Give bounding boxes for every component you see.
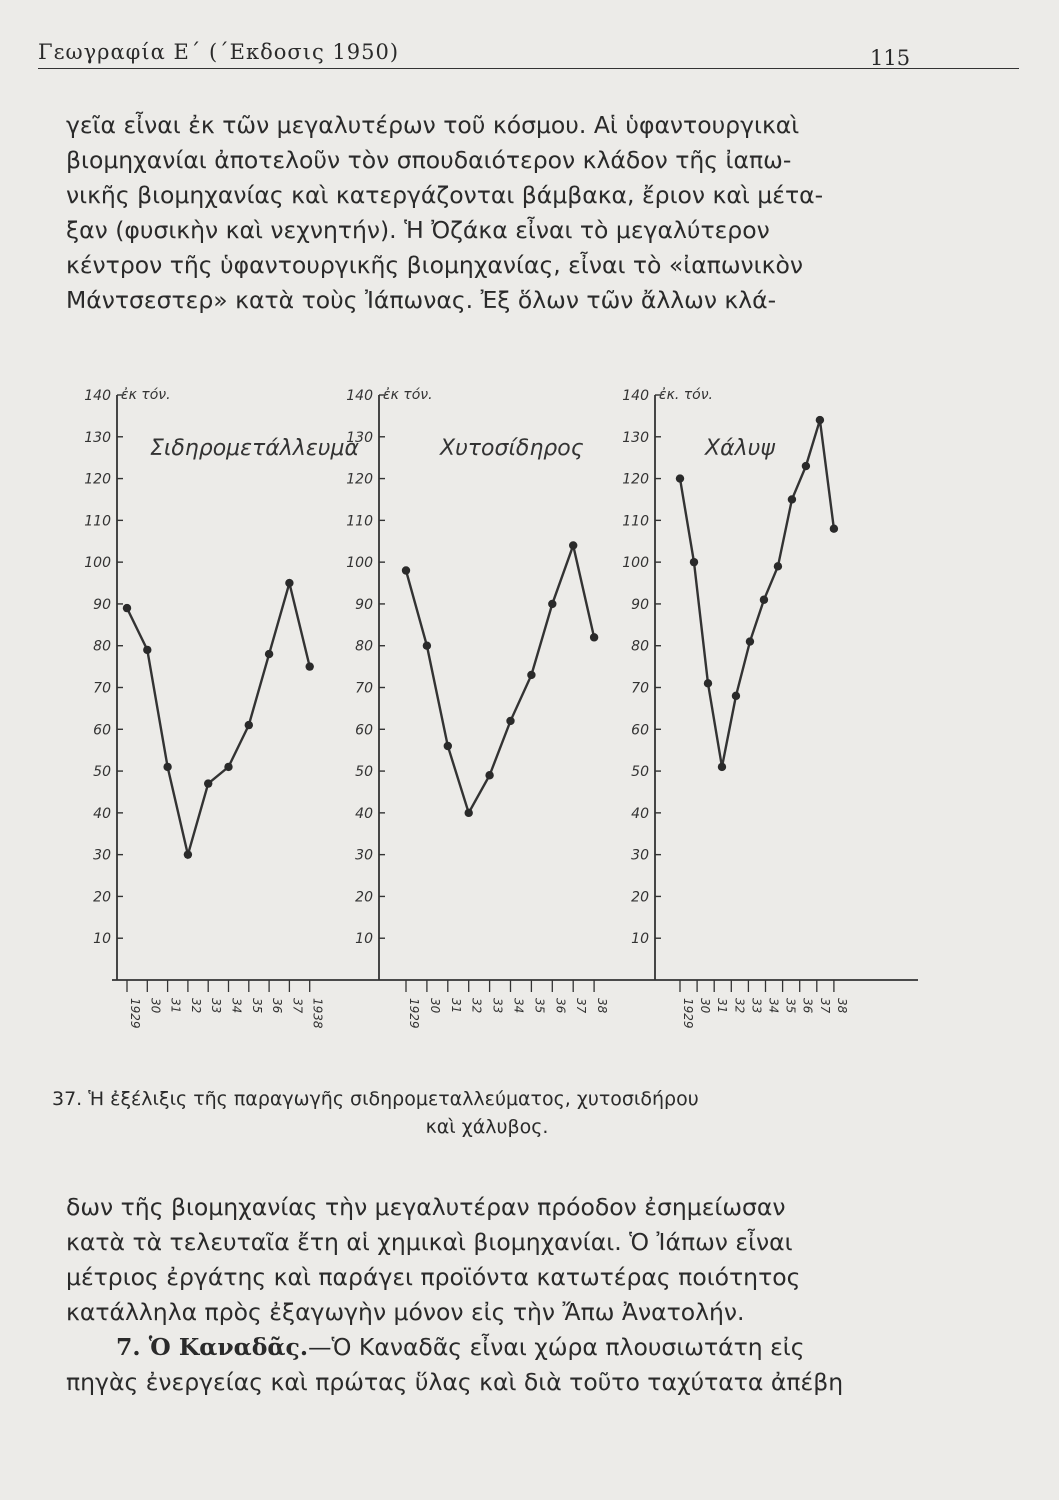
text-line: κέντρον τῆς ὑφαντουργικῆς βιομηχανίας, εἶναι τὸ «ἰαπωνικὸν	[66, 251, 803, 279]
text-line: Μάντσεστερ» κατὰ τοὺς Ἰάπωνας. Ἐξ ὅλων τῶν ἄλλων κλά-	[66, 286, 777, 314]
pig-iron-y-tick-label: 100	[346, 555, 373, 572]
steel-y-tick-label: 100	[622, 555, 649, 572]
pig-iron-x-tick-label: 35	[532, 998, 547, 1014]
pig-iron-data-point	[444, 742, 452, 750]
iron-ore-y-tick-label: 80	[93, 638, 111, 655]
page-number: 115	[870, 46, 911, 70]
steel-data-point	[788, 495, 796, 503]
pig-iron-x-tick-label: 30	[427, 998, 442, 1014]
iron-ore-data-point	[143, 646, 151, 654]
steel-y-tick-label: 130	[622, 429, 649, 446]
iron-ore-y-tick-label: 110	[84, 513, 111, 530]
iron-ore-x-tick-label: 32	[188, 998, 203, 1014]
iron-ore-y-unit-label: ἐκ τόν.	[121, 387, 171, 403]
pig-iron-data-point	[485, 771, 493, 779]
steel-y-tick-label: 60	[631, 722, 649, 739]
pig-iron-x-tick-label: 38	[595, 998, 610, 1014]
steel-data-point	[704, 679, 712, 687]
steel-y-tick-label: 50	[631, 764, 649, 781]
pig-iron-x-tick-label: 1929	[407, 998, 421, 1029]
text-line: βιομηχανίαι ἀποτελοῦν τὸν σπουδαιότερον κλάδον τῆς ἰαπω-	[66, 146, 792, 174]
steel-data-point	[774, 562, 782, 570]
steel-x-tick-label: 36	[800, 998, 815, 1014]
pig-iron-y-tick-label: 30	[355, 847, 373, 864]
iron-ore-x-tick-label: 1938	[310, 998, 325, 1029]
steel-data-point	[802, 462, 810, 470]
iron-ore-data-point	[163, 763, 171, 771]
steel-data-point	[830, 525, 838, 533]
iron-ore-y-tick-label: 120	[84, 471, 111, 488]
text-line: κατάλληλα πρὸς ἐξαγωγὴν μόνον εἰς τὴν Ἄπω Ἀνατολήν.	[66, 1298, 745, 1326]
pig-iron-chart-title: Χυτοσίδηρος	[440, 436, 584, 461]
steel-y-tick-label: 70	[631, 680, 649, 697]
iron-ore-y-tick-label: 40	[93, 805, 111, 822]
steel-y-tick-label: 140	[622, 388, 649, 404]
text-line: νικῆς βιομηχανίας καὶ κατεργάζονται βάμβακα, ἔριον καὶ μέτα-	[66, 181, 824, 209]
iron-ore-data-point	[123, 604, 131, 612]
pig-iron-data-point	[569, 541, 577, 549]
iron-ore-y-tick-label: 60	[93, 722, 111, 739]
steel-x-tick-label: 30	[698, 998, 713, 1014]
pig-iron-y-tick-label: 60	[355, 722, 373, 739]
steel-series-line	[680, 420, 834, 767]
iron-ore-x-tick-label: 34	[229, 998, 244, 1014]
steel-data-point	[816, 416, 824, 424]
text-line: ξαν (φυσικὴν καὶ νεχνητήν). Ἡ Ὀζάκα εἶναι τὸ μεγαλύτερον	[66, 216, 770, 244]
iron-ore-x-tick-label: 37	[290, 998, 305, 1014]
section-canada	[66, 1330, 926, 1400]
pig-iron-y-unit-label: ἐκ τόν.	[383, 387, 433, 403]
paragraph-top	[66, 108, 916, 318]
pig-iron-y-tick-label: 130	[346, 429, 373, 446]
steel-chart-title: Χάλυψ	[705, 436, 775, 461]
iron-ore-y-tick-label: 140	[84, 388, 111, 404]
steel-data-point	[746, 637, 754, 645]
pig-iron-data-point	[527, 671, 535, 679]
iron-ore-y-tick-label: 30	[93, 847, 111, 864]
iron-ore-y-tick-label: 100	[84, 555, 111, 572]
pig-iron-y-tick-label: 90	[355, 596, 373, 613]
pig-iron-data-point	[506, 717, 514, 725]
steel-x-tick-label: 34	[766, 998, 781, 1014]
text-line: δων τῆς βιομηχανίας τὴν μεγαλυτέραν πρόοδον ἐσημείωσαν	[66, 1193, 786, 1221]
pig-iron-x-tick-label: 31	[448, 998, 463, 1014]
text-line: μέτριος ἐργάτης καὶ παράγει προϊόντα κατωτέρας ποιότητος	[66, 1263, 801, 1291]
text-line: γεῖα εἶναι ἐκ τῶν μεγαλυτέρων τοῦ κόσμου. Αἱ ὑφαντουργικαὶ	[66, 111, 800, 139]
pig-iron-y-tick-label: 20	[355, 889, 373, 906]
iron-ore-x-tick-label: 36	[270, 998, 285, 1014]
pig-iron-data-point	[402, 566, 410, 574]
iron-ore-y-tick-label: 70	[93, 680, 111, 697]
pig-iron-data-point	[590, 633, 598, 641]
iron-ore-y-tick-label: 130	[84, 429, 111, 446]
pig-iron-y-tick-label: 140	[346, 388, 373, 404]
iron-ore-data-point	[265, 650, 273, 658]
steel-y-tick-label: 120	[622, 471, 649, 488]
iron-ore-y-tick-label: 20	[93, 889, 111, 906]
iron-ore-y-tick-label: 50	[93, 764, 111, 781]
running-title: Γεωγραφία Ε΄ (΄Εκδοσις 1950)	[38, 40, 400, 64]
iron-ore-x-tick-label: 31	[168, 998, 183, 1014]
figure-caption	[52, 1085, 922, 1141]
pig-iron-x-tick-label: 37	[574, 998, 589, 1014]
iron-ore-x-tick-label: 30	[148, 998, 163, 1014]
iron-ore-x-tick-label: 33	[209, 998, 224, 1014]
section-text: —Ὁ Καναδᾶς εἶναι χώρα πλουσιωτάτη εἰς	[308, 1333, 805, 1361]
iron-ore-chart-title: Σιδηρομετάλλευμα	[150, 436, 359, 461]
steel-data-point	[676, 474, 684, 482]
steel-y-tick-label: 10	[631, 931, 649, 948]
caption-line-1: 37. Ἡ ἐξέλιξις τῆς παραγωγῆς σιδηρομεταλλεύματος, χυτοσιδήρου	[52, 1088, 699, 1110]
iron-ore-data-point	[184, 850, 192, 858]
pig-iron-series-line	[406, 545, 594, 812]
steel-data-point	[690, 558, 698, 566]
production-charts-figure	[0, 360, 1059, 1060]
running-header	[38, 40, 909, 70]
steel-y-unit-label: ἐκ. τόν.	[659, 387, 713, 403]
iron-ore-series-line	[127, 583, 310, 855]
steel-y-tick-label: 30	[631, 847, 649, 864]
pig-iron-y-tick-label: 10	[355, 931, 373, 948]
iron-ore-data-point	[204, 779, 212, 787]
caption-line-2: καὶ χάλυβος.	[425, 1116, 549, 1138]
pig-iron-y-tick-label: 40	[355, 805, 373, 822]
pig-iron-data-point	[423, 642, 431, 650]
paragraph-bottom	[66, 1190, 916, 1330]
pig-iron-x-tick-label: 32	[469, 998, 484, 1014]
steel-y-tick-label: 20	[631, 889, 649, 906]
pig-iron-y-tick-label: 70	[355, 680, 373, 697]
steel-x-tick-label: 31	[715, 998, 730, 1014]
steel-y-tick-label: 40	[631, 805, 649, 822]
section-text-line-2: πηγὰς ἐνεργείας καὶ πρώτας ὕλας καὶ διὰ τοῦτο ταχύτατα ἀπέβη	[66, 1368, 844, 1396]
steel-data-point	[718, 763, 726, 771]
pig-iron-y-tick-label: 50	[355, 764, 373, 781]
text-line: κατὰ τὰ τελευταῖα ἔτη αἱ χημικαὶ βιομηχανίαι. Ὁ Ἰάπων εἶναι	[66, 1228, 793, 1256]
steel-x-tick-label: 35	[783, 998, 798, 1014]
iron-ore-data-point	[245, 721, 253, 729]
pig-iron-y-tick-label: 80	[355, 638, 373, 655]
steel-data-point	[732, 692, 740, 700]
iron-ore-x-tick-label: 35	[249, 998, 264, 1014]
section-heading: 7. Ὁ Καναδᾶς.	[116, 1333, 309, 1361]
iron-ore-y-tick-label: 10	[93, 931, 111, 948]
steel-x-tick-label: 1929	[681, 998, 695, 1029]
steel-x-tick-label: 33	[749, 998, 764, 1014]
pig-iron-data-point	[465, 809, 473, 817]
steel-data-point	[760, 596, 768, 604]
iron-ore-data-point	[224, 763, 232, 771]
iron-ore-x-tick-label: 1929	[128, 998, 142, 1029]
iron-ore-data-point	[285, 579, 293, 587]
iron-ore-y-tick-label: 90	[93, 596, 111, 613]
steel-x-tick-label: 38	[834, 998, 849, 1014]
pig-iron-y-tick-label: 110	[346, 513, 373, 530]
pig-iron-x-tick-label: 33	[490, 998, 505, 1014]
pig-iron-y-tick-label: 120	[346, 471, 373, 488]
steel-y-tick-label: 80	[631, 638, 649, 655]
iron-ore-data-point	[306, 662, 314, 670]
steel-x-tick-label: 32	[732, 998, 747, 1014]
pig-iron-x-tick-label: 36	[553, 998, 568, 1014]
pig-iron-x-tick-label: 34	[511, 998, 526, 1014]
steel-y-tick-label: 90	[631, 596, 649, 613]
pig-iron-data-point	[548, 600, 556, 608]
steel-x-tick-label: 37	[817, 998, 832, 1014]
steel-y-tick-label: 110	[622, 513, 649, 530]
